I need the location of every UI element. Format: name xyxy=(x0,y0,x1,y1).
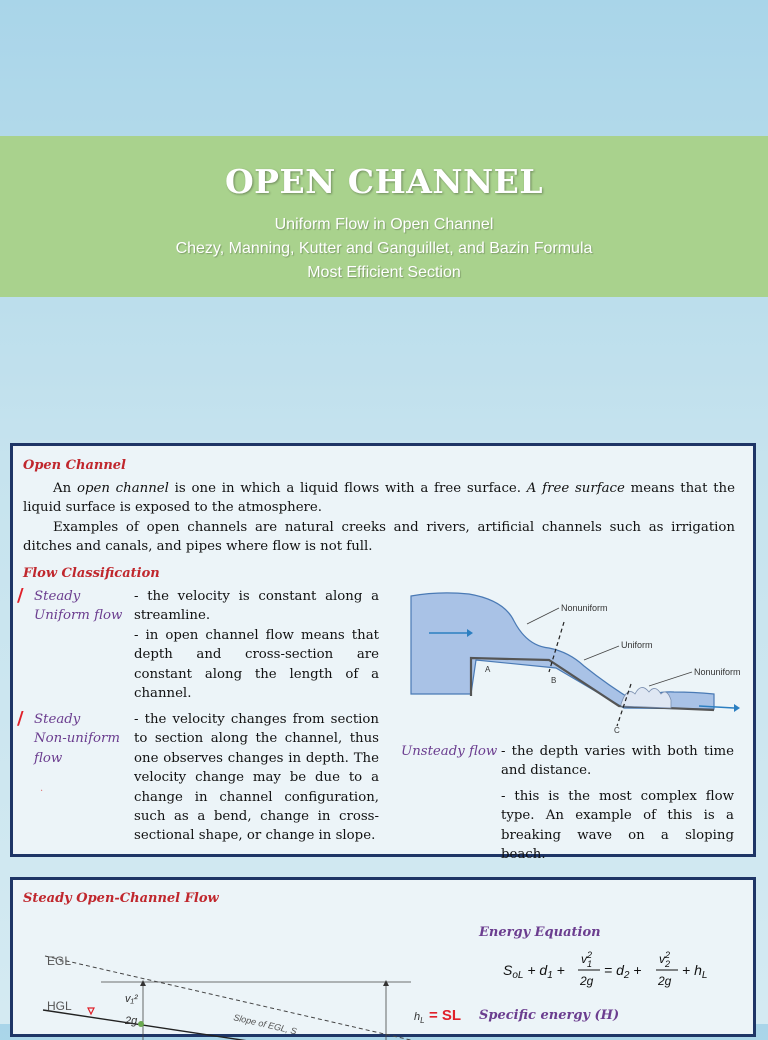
text-run: An xyxy=(53,481,77,496)
red-check-mark: / xyxy=(17,585,24,606)
subtitle-2: Chezy, Manning, Kutter and Ganguillet, and Bazin Formula xyxy=(175,240,593,257)
subtitle-1: Uniform Flow in Open Channel xyxy=(274,216,494,233)
definition-line: - this is the most complex flow type. An example of this is a breaking wave on a sloping beach. xyxy=(501,788,734,863)
leader-line xyxy=(584,646,619,660)
svg-text:SoL + d1 +: $S_{oL} + d_1$ + xyxy=(503,962,565,981)
definition-paragraph xyxy=(23,479,735,518)
equation-render xyxy=(503,948,743,992)
term-line: Steady xyxy=(34,589,81,604)
label-point-c: C xyxy=(614,726,620,735)
arrow-up xyxy=(140,980,146,986)
hgl-line xyxy=(43,1010,341,1040)
head-loss-symbol xyxy=(414,1011,425,1025)
definition-line: - the depth varies with both time and distance. xyxy=(501,744,734,779)
specific-energy-heading: Specific energy (H) xyxy=(479,1008,620,1023)
leader-line xyxy=(527,608,559,624)
term-line: Non-uniform xyxy=(34,731,120,747)
term-steady-nonuniform xyxy=(34,710,120,768)
sl-annotation: = SL xyxy=(429,1007,461,1024)
slide-steady-flow xyxy=(10,877,756,1037)
term-unsteady: Unsteady flow xyxy=(401,744,498,759)
heading-open-channel: Open Channel xyxy=(23,458,126,473)
heading-flow-classification: Flow Classification xyxy=(23,566,160,581)
red-check-mark: / xyxy=(17,708,24,729)
svg-text:+ hL: + $h_L$ xyxy=(682,962,708,981)
page-title: OPEN CHANNEL xyxy=(224,162,544,201)
text-run: means that the liquid surface is exposed to the atmosphere. xyxy=(23,481,735,516)
velocity-head-label: v₁² xyxy=(125,993,138,1005)
label-nonuniform-top: Nonuniform xyxy=(561,603,608,613)
energy-equation-heading: Energy Equation xyxy=(479,925,601,940)
svg-text:2g: 2g xyxy=(658,974,672,988)
egl-line xyxy=(45,956,441,1040)
symbol-sub: L xyxy=(420,1016,425,1025)
label-uniform: Uniform xyxy=(621,640,653,650)
open-channel-paragraph xyxy=(23,479,735,557)
term-open-channel: open channel xyxy=(76,481,169,496)
term-line: flow xyxy=(34,750,63,766)
channel-flow-diagram xyxy=(409,586,744,746)
def-unsteady xyxy=(501,742,734,864)
definition-line: - in open channel flow means that depth and cross-section are constant along the length of a channel. xyxy=(134,627,379,702)
term-line: Steady xyxy=(34,712,81,727)
egl-hgl-diagram xyxy=(41,940,461,1040)
stray-mark: · xyxy=(40,786,44,797)
slope-label: Slope of EGL, S xyxy=(232,1012,298,1037)
energy-equation xyxy=(503,948,743,992)
leader-line xyxy=(649,672,692,686)
term-line: Uniform flow xyxy=(34,608,123,624)
marker-dot xyxy=(138,1021,144,1027)
text-run: is one in which a liquid flows with a free surface. xyxy=(168,481,527,496)
hgl-label: HGL xyxy=(47,999,72,1013)
subtitle-3: Most Efficient Section xyxy=(307,264,461,281)
symbol-h: h xyxy=(414,1011,421,1023)
label-point-a: A xyxy=(485,665,491,674)
svg-text:v22: $v^2$ 2 xyxy=(659,950,671,969)
label-point-b: B xyxy=(551,676,557,685)
arrow-up xyxy=(383,980,389,986)
velocity-head-denominator: 2g xyxy=(125,1015,138,1027)
slide-flow-classification xyxy=(10,443,756,863)
def-steady-nonuniform: - the velocity changes from section to section along the channel, thus one observes changes in depth. The velocity change may be due to a change in channel configuration, such as a bend, change in cross-sectional shape, or change in slope. xyxy=(134,712,379,844)
water-surface-symbol xyxy=(88,1008,94,1014)
svg-text:v21: $v^2$ 1 xyxy=(581,950,593,969)
svg-text:2g: 2g xyxy=(580,974,594,988)
title-banner xyxy=(0,136,768,297)
examples-paragraph: Examples of open channels are natural creeks and rivers, artificial channels such as irrigation ditches and canals, and pipes where flow is not full. xyxy=(23,519,735,555)
label-nonuniform-right: Nonuniform xyxy=(694,667,741,677)
def-steady-uniform xyxy=(134,587,379,703)
flow-arrowhead-out xyxy=(734,704,740,712)
term-free-surface: A free surface xyxy=(526,481,625,496)
term-steady-uniform xyxy=(34,587,122,626)
hydraulic-jump xyxy=(621,687,671,708)
egl-label: EGL xyxy=(47,954,72,968)
svg-text:= d2 +: = $d_2$ + xyxy=(604,962,642,981)
definition-line: - the velocity is constant along a streamline. xyxy=(134,589,379,624)
heading-steady-flow: Steady Open-Channel Flow xyxy=(23,891,219,906)
